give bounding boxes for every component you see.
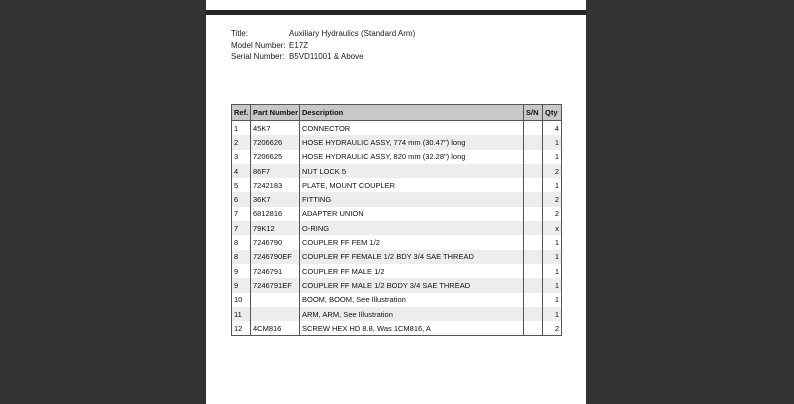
cell-ref: 12 [232, 321, 251, 336]
cell-description: ADAPTER UNION [300, 207, 524, 221]
cell-part-number: 7246790 [251, 235, 300, 249]
table-row [232, 235, 562, 249]
table-row [232, 264, 562, 278]
cell-qty: 1 [543, 250, 562, 264]
meta-value: Auxiliary Hydraulics (Standard Arm) [289, 29, 416, 38]
meta-model-row [231, 40, 415, 52]
cell-part-number: 7246791EF [251, 278, 300, 292]
cell-sn [524, 164, 543, 178]
cell-ref: 11 [232, 307, 251, 321]
cell-sn [524, 121, 543, 136]
cell-qty: 2 [543, 192, 562, 206]
document-meta [231, 28, 415, 63]
cell-sn [524, 250, 543, 264]
cell-part-number: 6812816 [251, 207, 300, 221]
cell-qty: 1 [543, 235, 562, 249]
meta-title-row [231, 28, 415, 40]
meta-value: E17Z [289, 40, 309, 50]
cell-qty: 1 [543, 150, 562, 164]
cell-description: COUPLER FF FEM 1/2 [300, 235, 524, 249]
cell-ref: 7 [232, 207, 251, 221]
cell-part-number: 7246791 [251, 264, 300, 278]
cell-part-number: 86F7 [251, 164, 300, 178]
cell-ref: 6 [232, 192, 251, 206]
cell-ref: 8 [232, 250, 251, 264]
cell-ref: 9 [232, 264, 251, 278]
cell-sn [524, 235, 543, 249]
cell-part-number [251, 293, 300, 307]
table-row [232, 221, 562, 235]
cell-part-number: 7206625 [251, 150, 300, 164]
table-row [232, 164, 562, 178]
cell-sn [524, 192, 543, 206]
cell-sn [524, 264, 543, 278]
cell-qty: 2 [543, 164, 562, 178]
cell-sn [524, 178, 543, 192]
cell-ref: 7 [232, 221, 251, 235]
table-row [232, 192, 562, 206]
cell-part-number: 36K7 [251, 192, 300, 206]
cell-qty: 1 [543, 278, 562, 292]
meta-label: Model Number: [231, 40, 286, 50]
cell-ref: 2 [232, 135, 251, 149]
cell-qty: 2 [543, 207, 562, 221]
header-sn: S/N [524, 105, 543, 121]
cell-description: O-RING [300, 221, 524, 235]
meta-value: B5VD11001 & Above [289, 52, 364, 61]
meta-serial-row [231, 51, 415, 63]
cell-ref: 3 [232, 150, 251, 164]
table-row [232, 321, 562, 336]
table-row [232, 178, 562, 192]
table-row [232, 307, 562, 321]
cell-qty: x [543, 221, 562, 235]
cell-description: HOSE HYDRAULIC ASSY, 774 mm (30.47") long [300, 135, 524, 149]
cell-part-number: 4CM816 [251, 321, 300, 336]
cell-part-number [251, 307, 300, 321]
cell-description: COUPLER FF MALE 1/2 BODY 3/4 SAE THREAD [300, 278, 524, 292]
page-top-bar [206, 10, 586, 15]
parts-table [231, 104, 562, 336]
table-row [232, 278, 562, 292]
cell-qty: 1 [543, 178, 562, 192]
meta-label: Serial Number: [231, 52, 285, 61]
cell-description: COUPLER FF FEMALE 1/2 BDY 3/4 SAE THREAD [300, 250, 524, 264]
table-row [232, 135, 562, 149]
cell-description: HOSE HYDRAULIC ASSY, 820 mm (32.28") long [300, 150, 524, 164]
table-row [232, 207, 562, 221]
cell-ref: 8 [232, 235, 251, 249]
cell-part-number: 79K12 [251, 221, 300, 235]
table-row [232, 250, 562, 264]
cell-qty: 1 [543, 264, 562, 278]
document-page [206, 0, 586, 404]
cell-part-number: 7206626 [251, 135, 300, 149]
cell-sn [524, 293, 543, 307]
table-row [232, 150, 562, 164]
table-header-row [232, 105, 562, 121]
cell-description: BOOM, BOOM, See Illustration [300, 293, 524, 307]
cell-ref: 10 [232, 293, 251, 307]
cell-description: FITTING [300, 192, 524, 206]
cell-description: COUPLER FF MALE 1/2 [300, 264, 524, 278]
cell-description: ARM, ARM, See Illustration [300, 307, 524, 321]
cell-ref: 5 [232, 178, 251, 192]
cell-description: CONNECTOR [300, 121, 524, 136]
cell-sn [524, 207, 543, 221]
cell-part-number: 7242183 [251, 178, 300, 192]
cell-part-number: 7246790EF [251, 250, 300, 264]
cell-part-number: 45K7 [251, 121, 300, 136]
cell-qty: 1 [543, 307, 562, 321]
header-ref: Ref. [232, 105, 251, 121]
cell-description: SCREW HEX HD 8.8, Was 1CM816, A [300, 321, 524, 336]
cell-description: NUT LOCK 5 [300, 164, 524, 178]
cell-sn [524, 150, 543, 164]
header-description: Description [300, 105, 524, 121]
cell-ref: 9 [232, 278, 251, 292]
cell-ref: 4 [232, 164, 251, 178]
cell-sn [524, 135, 543, 149]
cell-qty: 1 [543, 135, 562, 149]
cell-sn [524, 321, 543, 336]
header-qty: Qty [543, 105, 562, 121]
cell-ref: 1 [232, 121, 251, 136]
cell-qty: 4 [543, 121, 562, 136]
header-part-number: Part Number [251, 105, 300, 121]
cell-sn [524, 278, 543, 292]
cell-sn [524, 307, 543, 321]
table-row [232, 121, 562, 136]
cell-qty: 2 [543, 321, 562, 336]
meta-label: Title: [231, 29, 249, 38]
cell-sn [524, 221, 543, 235]
cell-qty: 1 [543, 293, 562, 307]
table-row [232, 293, 562, 307]
cell-description: PLATE, MOUNT COUPLER [300, 178, 524, 192]
